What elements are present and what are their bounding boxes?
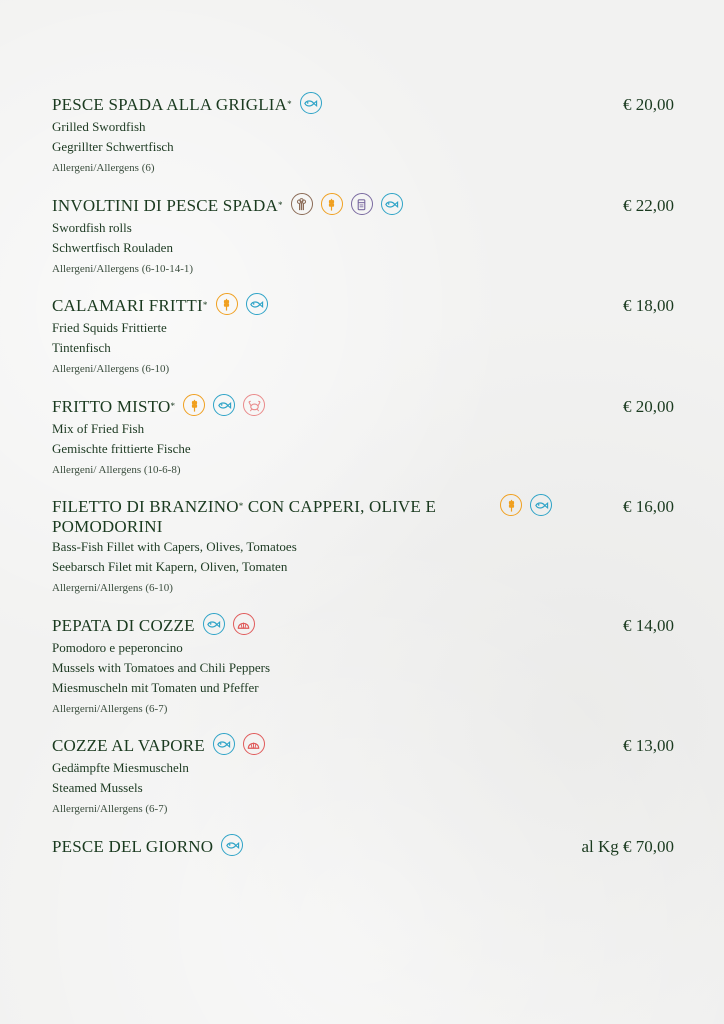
- fish-icon: [381, 193, 403, 215]
- menu-item: [52, 837, 674, 859]
- allergen-list: Allergerni/Allergens (6-7): [52, 703, 168, 715]
- dish-description: Mix of Fried Fish: [52, 421, 145, 436]
- allergen-icons: [291, 193, 403, 215]
- dish-description: Fried Squids Frittierte: [52, 320, 167, 335]
- mollusc-icon: [243, 733, 265, 755]
- dish-price: € 20,00: [623, 397, 674, 416]
- dish-name: PESCE DEL GIORNO: [52, 837, 214, 856]
- allergen-icons: [213, 733, 265, 755]
- dish-description: Tintenfisch: [52, 340, 111, 355]
- dish-description: Miesmuscheln mit Tomaten und Pfeffer: [52, 680, 259, 695]
- dish-description: Schwertfisch Rouladen: [52, 240, 173, 255]
- dish-price: € 16,00: [623, 497, 674, 516]
- wheat-icon: [183, 394, 205, 416]
- fish-icon: [203, 613, 225, 635]
- mollusc-icon: [233, 613, 255, 635]
- allergen-list: Allergerni/Allergens (6-7): [52, 803, 168, 815]
- dish-description: Mussels with Tomatoes and Chili Peppers: [52, 660, 271, 675]
- wheat-icon: [500, 494, 522, 516]
- fish-icon: [213, 733, 235, 755]
- dish-description: Gemischte frittierte Fische: [52, 441, 191, 456]
- wheat-icon: [216, 293, 238, 315]
- dish-price: € 13,00: [623, 736, 674, 755]
- dish-description: Seebarsch Filet mit Kapern, Oliven, Tomaten: [52, 559, 288, 574]
- dish-description: Grilled Swordfish: [52, 119, 146, 134]
- menu-item: [52, 736, 674, 819]
- allergen-icons: [183, 394, 265, 416]
- allergen-icons: [221, 834, 243, 856]
- allergen-icons: [203, 613, 255, 635]
- allergen-icons: [300, 92, 322, 114]
- dish-name: COZZE AL VAPORE: [52, 736, 205, 755]
- allergen-list: Allergerni/Allergens (6-10): [52, 582, 173, 594]
- menu-item: [52, 397, 674, 480]
- dish-price: € 18,00: [623, 296, 674, 315]
- dish-description: Pomodoro e peperoncino: [52, 640, 183, 655]
- allergen-list: Allergeni/Allergens (6-10): [52, 363, 170, 375]
- allergen-icons: [216, 293, 268, 315]
- dish-description: Gedämpfte Miesmuscheln: [52, 760, 189, 775]
- allergen-list: Allergeni/ Allergens (10-6-8): [52, 464, 181, 476]
- allergen-list: Allergeni/Allergens (6): [52, 162, 155, 174]
- celery-icon: [291, 193, 313, 215]
- fish-icon: [530, 494, 552, 516]
- dish-price: € 22,00: [623, 196, 674, 215]
- crustacean-icon: [243, 394, 265, 416]
- wheat-icon: [321, 193, 343, 215]
- menu-item: [52, 95, 674, 178]
- dish-description: Gegrillter Schwertfisch: [52, 139, 174, 154]
- dish-description: Steamed Mussels: [52, 780, 143, 795]
- menu-item: [52, 497, 674, 598]
- dish-name: FRITTO MISTO*: [52, 397, 176, 416]
- dish-name: PESCE SPADA ALLA GRIGLIA*: [52, 95, 292, 114]
- dish-price: € 14,00: [623, 616, 674, 635]
- menu-item: [52, 196, 674, 279]
- allergen-icons: [500, 494, 552, 516]
- dish-name: PEPATA DI COZZE: [52, 616, 195, 635]
- dish-name: FILETTO DI BRANZINO* CON CAPPERI, OLIVE E POMODORINI: [52, 497, 437, 536]
- fish-icon: [300, 92, 322, 114]
- sulphite-icon: [351, 193, 373, 215]
- dish-price: al Kg € 70,00: [581, 837, 674, 856]
- dish-name: INVOLTINI DI PESCE SPADA*: [52, 196, 283, 215]
- dish-description: Bass-Fish Fillet with Capers, Olives, Tomatoes: [52, 539, 297, 554]
- menu-item: [52, 616, 674, 719]
- fish-icon: [246, 293, 268, 315]
- dish-name: CALAMARI FRITTI*: [52, 296, 208, 315]
- fish-icon: [221, 834, 243, 856]
- dish-description: Swordfish rolls: [52, 220, 132, 235]
- menu-item: [52, 296, 674, 379]
- fish-icon: [213, 394, 235, 416]
- allergen-list: Allergeni/Allergens (6-10-14-1): [52, 263, 194, 275]
- dish-price: € 20,00: [623, 95, 674, 114]
